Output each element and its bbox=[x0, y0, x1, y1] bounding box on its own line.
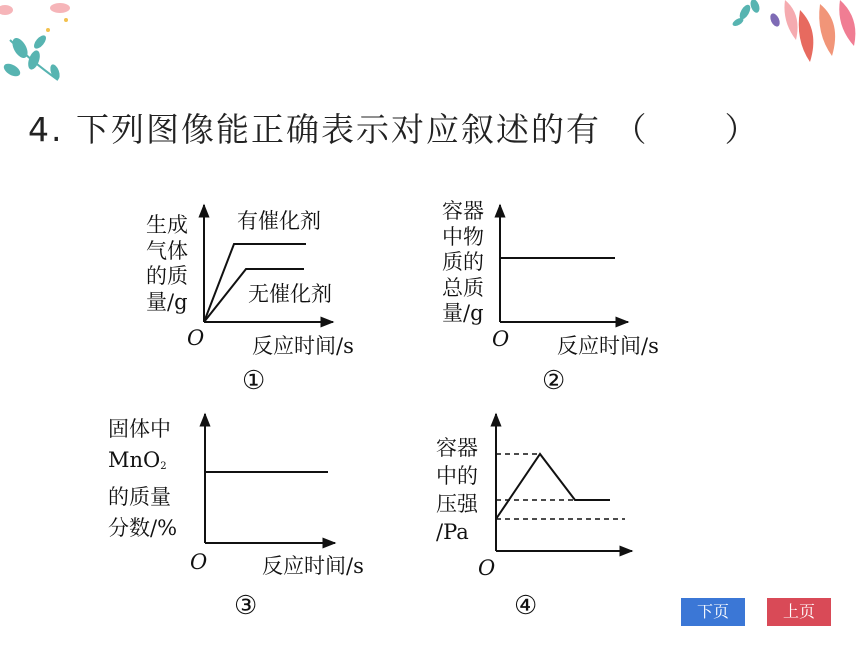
question-text: 下列图像能正确表示对应叙述的有 bbox=[76, 110, 601, 149]
curve-pressure bbox=[496, 454, 610, 519]
answer-paren-left: （ bbox=[613, 110, 647, 149]
graph-4-ylabel: 容器 中的 压强 /Pa bbox=[436, 436, 478, 544]
floral-decoration-left-icon bbox=[0, 0, 110, 90]
graph-1-ylabel: 生成 气体 的质 量/g bbox=[146, 213, 188, 314]
graph-2-ylabel: 容器 中物 质的 总质 量/g bbox=[442, 199, 484, 325]
graph-4-marker: ④ bbox=[514, 591, 538, 621]
graph-1-label-without-catalyst: 无催化剂 bbox=[248, 282, 332, 306]
graph-2-xlabel: 反应时间/s bbox=[557, 334, 659, 358]
graph-3-ylabel: 固体中 MnO$_2$ 的质量 分数/% bbox=[108, 417, 178, 540]
graph-1-marker: ① bbox=[242, 366, 266, 396]
next-page-button[interactable]: 下页 bbox=[681, 598, 745, 626]
graph-2-origin: O bbox=[492, 327, 510, 351]
graph-1-xlabel: 反应时间/s bbox=[252, 334, 354, 358]
graph-3-origin: O bbox=[190, 550, 208, 574]
floral-decoration-right-icon bbox=[730, 0, 860, 70]
graph-3-marker: ③ bbox=[234, 591, 258, 621]
graph-3-xlabel: 反应时间/s bbox=[262, 554, 364, 578]
graph-2-marker: ② bbox=[542, 366, 566, 396]
answer-paren-right: ） bbox=[724, 110, 758, 149]
graph-1-label-with-catalyst: 有催化剂 bbox=[237, 209, 321, 233]
question-title bbox=[28, 104, 758, 151]
previous-page-button[interactable]: 上页 bbox=[767, 598, 831, 626]
graph-1-origin: O bbox=[187, 326, 205, 350]
question-number: 4. bbox=[28, 110, 64, 149]
graph-4-origin: O bbox=[478, 556, 496, 580]
